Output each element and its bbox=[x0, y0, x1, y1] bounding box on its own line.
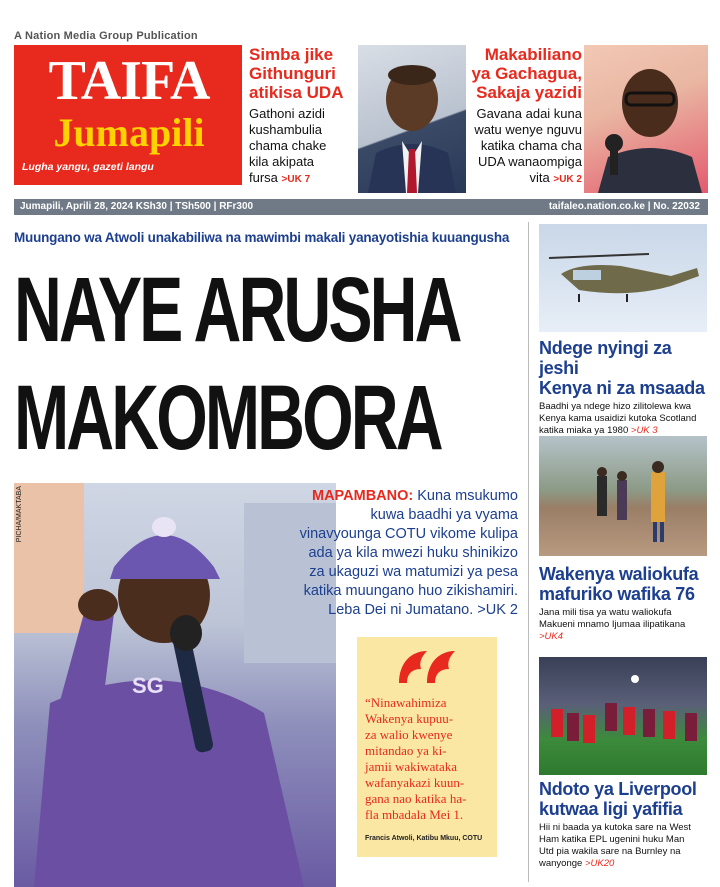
photo-helicopter bbox=[539, 224, 707, 332]
teaser-headline: Simba jike Githunguri atikisa UDA bbox=[249, 45, 344, 102]
page-ref: >UK 3 bbox=[630, 425, 658, 436]
teaser-body: Gathoni azidi kushambulia chama chake kila akipata fursa >UK 7 bbox=[249, 106, 327, 185]
date-bar bbox=[14, 199, 708, 215]
main-headline-line-1[interactable]: NAYE ARUSHA bbox=[14, 259, 460, 361]
quote-attribution: Francis Atwoli, Katibu Mkuu, COTU bbox=[365, 835, 483, 842]
publisher-line: A Nation Media Group Publication bbox=[14, 30, 198, 42]
story-headline: Ndoto ya Liverpool kutwaa ligi yafifia bbox=[539, 779, 697, 819]
teaser-body: Gavana adai kuna watu wenye nguvu katika chama cha UDA wanaompiga vita >UK 2 bbox=[474, 106, 582, 185]
masthead-title: TAIFA bbox=[48, 50, 210, 112]
main-headline-line-2[interactable]: MAKOMBORA bbox=[14, 367, 441, 469]
quote-marks-icon bbox=[391, 643, 463, 689]
teaser-makabiliano[interactable] bbox=[470, 45, 582, 188]
photo-politician-2 bbox=[584, 45, 708, 193]
story-headline: Ndege nyingi za jeshi Kenya ni za msaada bbox=[539, 338, 705, 398]
lede-label: MAPAMBANO: bbox=[312, 488, 414, 504]
main-lede: MAPAMBANO: Kuna msukumo kuwa baadhi ya vyama vinavyounga COTU vikome kulipa ada ya kila mwezi huku shinikizo za ukaguzi wa matumizi ya pesa katika muungano huo zikishamiri. Leba Dei ni Jumatano. >UK 2 bbox=[266, 487, 518, 620]
photo-football bbox=[539, 657, 707, 775]
teaser-simba-jike[interactable] bbox=[249, 45, 355, 188]
story-body: Baadhi ya ndege hizo zilitolewa kwa Kenya kama usaidizi kutoka Scotland katika miaka ya 1980 >UK 3 bbox=[539, 401, 697, 436]
pull-quote: “Ninawahimiza Wakenya kupuu- za walio kwenye mitandao ya ki- jamii wakiwataka wafanyakazi kuun- gana nao katika ha- fla mbadala Mei 1. bbox=[365, 695, 467, 822]
story-liverpool[interactable] bbox=[539, 779, 709, 870]
issue-date-price: Jumapili, Aprili 28, 2024 KSh30 | TSh500 | RFr300 bbox=[20, 201, 254, 212]
svg-text:SG: SG bbox=[132, 673, 164, 698]
photo-credit: PICHA/MAKTABA bbox=[16, 486, 23, 543]
page-ref: >UK20 bbox=[584, 858, 615, 869]
photo-floods bbox=[539, 436, 707, 556]
main-kicker: Muungano wa Atwoli unakabiliwa na mawimbi makali yanayotishia kuuangusha bbox=[14, 230, 510, 245]
page-ref: >UK 2 bbox=[553, 174, 582, 185]
masthead[interactable] bbox=[14, 45, 242, 185]
photo-politician-1 bbox=[358, 45, 466, 193]
quote-box bbox=[357, 637, 497, 857]
page-ref: >UK4 bbox=[539, 631, 564, 642]
masthead-tagline: Lugha yangu, gazeti langu bbox=[22, 161, 154, 173]
story-body: Jana mili tisa ya watu waliokufa Makueni mnamo Ijumaa ilipatikana >UK4 bbox=[539, 607, 709, 643]
website-issue-number[interactable]: taifaleo.nation.co.ke | No. 22032 bbox=[548, 201, 700, 212]
page-ref: >UK 7 bbox=[281, 174, 311, 185]
story-headline: Wakenya waliokufa mafuriko wafika 76 bbox=[539, 564, 699, 604]
masthead-subtitle: Jumapili bbox=[53, 110, 205, 155]
story-body: Hii ni baada ya kutoka sare na West Ham katika EPL ugenini huku Man Utd pia wakila sare na Burnley na wanyonge >UK20 bbox=[539, 822, 691, 869]
story-mafuriko[interactable] bbox=[539, 564, 709, 643]
teaser-headline: Makabiliano ya Gachagua, Sakaja yazidi bbox=[471, 45, 582, 102]
column-divider bbox=[528, 222, 529, 882]
lede-page-ref[interactable]: Leba Dei ni Jumatano. >UK 2 bbox=[328, 602, 518, 618]
story-ndege[interactable] bbox=[539, 338, 709, 437]
